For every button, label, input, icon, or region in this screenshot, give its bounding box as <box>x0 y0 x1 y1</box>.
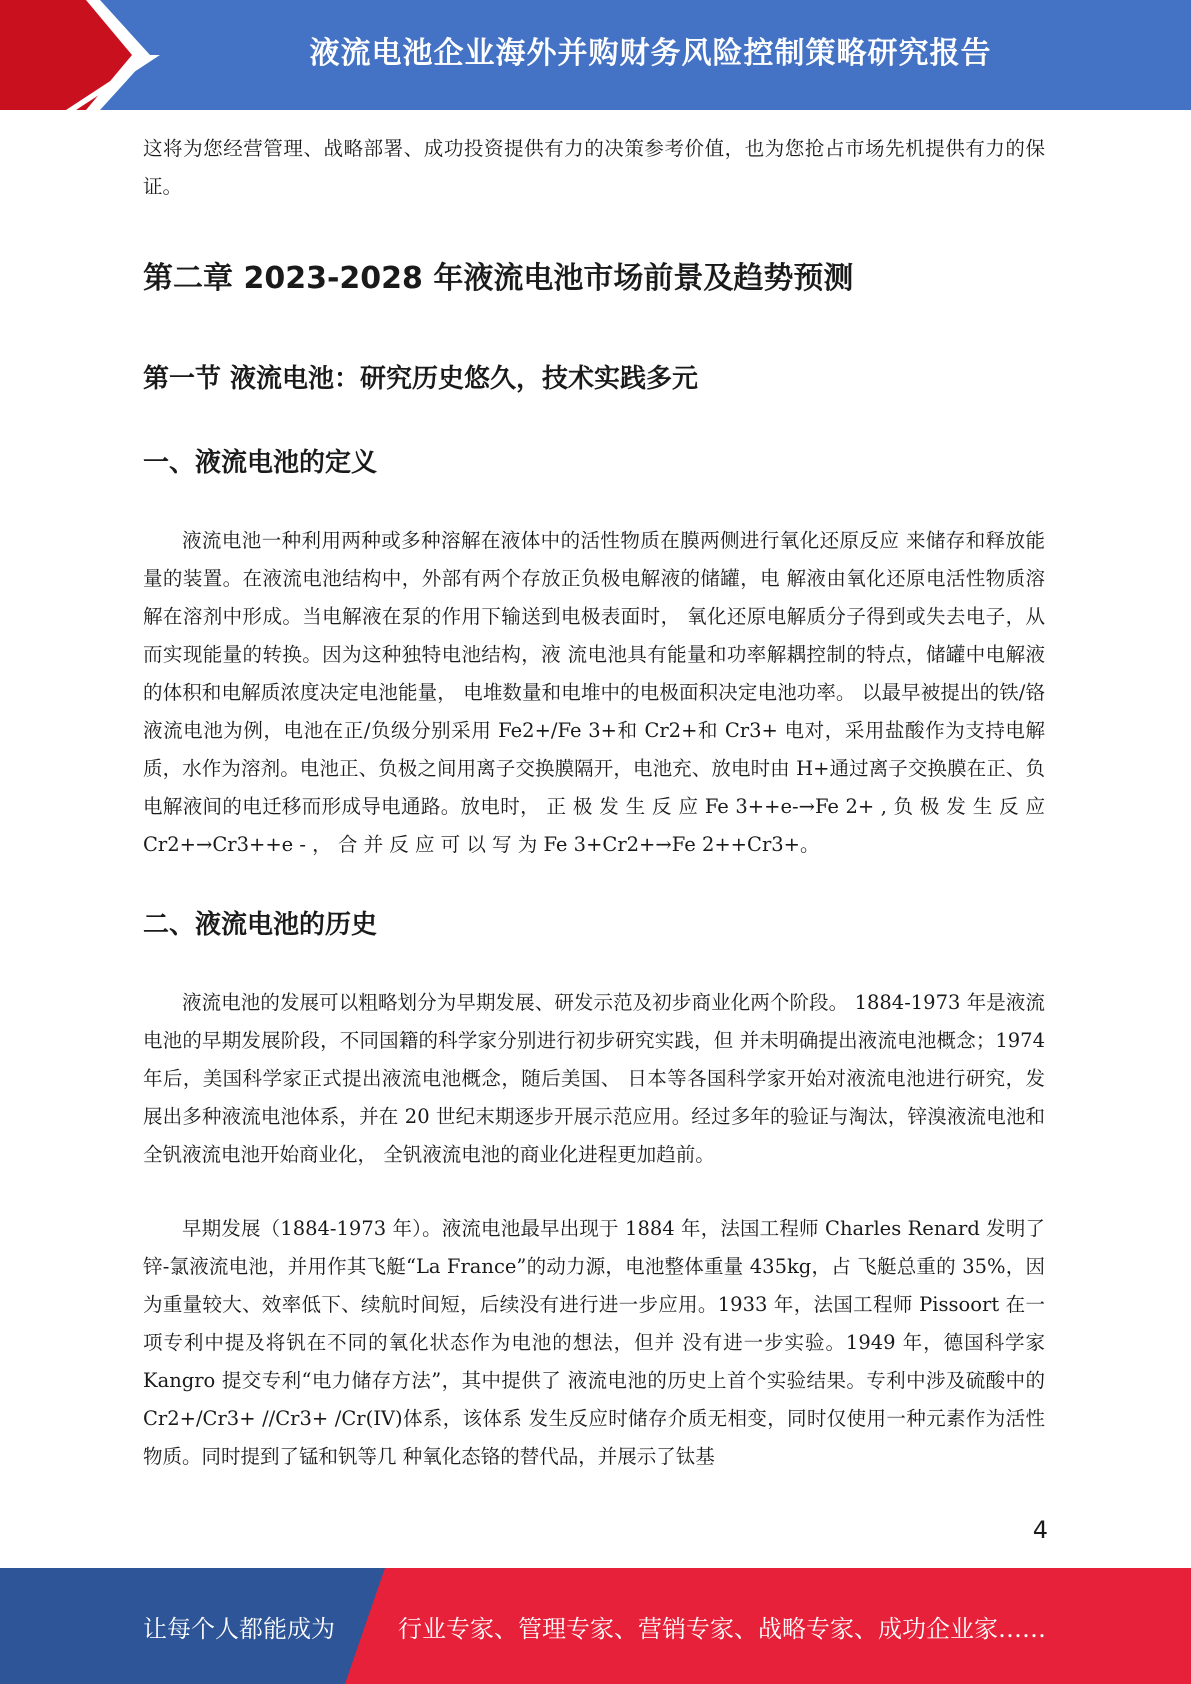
header-banner <box>0 0 1191 110</box>
footer-slogan-right: 行业专家、管理专家、营销专家、战略专家、成功企业家…… <box>398 1614 1046 1643</box>
page-number: 4 <box>1032 1516 1048 1544</box>
footer-banner <box>0 1568 1191 1684</box>
chapter-heading: 第二章 2023-2028 年液流电池市场前景及趋势预测 <box>143 261 854 296</box>
report-title: 液流电池企业海外并购财务风险控制策略研究报告 <box>309 36 992 71</box>
history-paragraph-2: 早期发展（1884-1973 年）。液流电池最早出现于 1884 年，法国工程师 Charles Renard 发明了锌-氯液流电池，并用作其飞艇“La France”的动力源，电池整体重量 435kg，占 飞艇总重的 35%，因为重量较大、效率低下、续航时间短，后续没有进行进一步应用。1933 年，法国工程师 Pissoort 在一项专利中提及将钒在不同的氧化状态作为电池的想法，但并 没有进一步实验。1949 年，德国科学家 Kangro 提交专利“电力储存方法”，其中提供了 液流电池的历史上首个实验结果。专利中涉及硫酸中的 Cr2+/Cr3+ //Cr3+ /Cr(IV)体系，该体系 发生反应时储存介质无相变，同时仅使用一种元素作为活性物质。同时提到了锰和钒等几 种氧化态铬的替代品，并展示了钛基 <box>143 1217 1045 1468</box>
history-paragraph-1: 液流电池的发展可以粗略划分为早期发展、研发示范及初步商业化两个阶段。 1884-1973 年是液流电池的早期发展阶段，不同国籍的科学家分别进行初步研究实践，但 并未明确提出液流电池概念；1974 年后，美国科学家正式提出液流电池概念，随后美国、 日本等各国科学家开始对液流电池进行研究，发展出多种液流电池体系，并在 20 世纪末期逐步开展示范应用。经过多年的验证与淘汰，锌溴液流电池和全钒液流电池开始商业化， 全钒液流电池的商业化进程更加趋前。 <box>143 991 1045 1166</box>
footer-slogan-left: 让每个人都能成为 <box>143 1614 335 1643</box>
section-heading: 第一节 液流电池：研究历史悠久，技术实践多元 <box>143 364 699 394</box>
intro-paragraph: 这将为您经营管理、战略部署、成功投资提供有力的决策参考价值，也为您抢占市场先机提供有力的保证。 <box>143 137 1045 198</box>
definition-paragraph: 液流电池一种利用两种或多种溶解在液体中的活性物质在膜两侧进行氧化还原反应 来储存和释放能量的装置。在液流电池结构中，外部有两个存放正负极电解液的储罐，电 解液由氧化还原电活性物质溶解在溶剂中形成。当电解液在泵的作用下输送到电极表面时， 氧化还原电解质分子得到或失去电子，从而实现能量的转换。因为这种独特电池结构，液 流电池具有能量和功率解耦控制的特点，储罐中电解液的体积和电解质浓度决定电池能量， 电堆数量和电堆中的电极面积决定电池功率。 以最早被提出的铁/铬液流电池为例，电池在正/负级分别采用 Fe2+/Fe 3+和 Cr2+和 Cr3+ 电对，采用盐酸作为支持电解质，水作为溶剂。电池正、负极之间用离子交换膜隔开，电池充、放电时由 H+通过离子交换膜在正、负电解液间的电迁移而形成导电通路。放电时， 正 极 发 生 反 应 Fe 3++e-→Fe 2+ , 负 极 发 生 反 应 Cr2+→Cr3++e - ， 合 并 反 应 可 以 写 为 Fe 3+Cr2+→Fe 2++Cr3+。 <box>143 529 1045 856</box>
document-body <box>143 130 1045 1476</box>
history-heading: 二、液流电池的历史 <box>143 910 378 940</box>
definition-heading: 一、液流电池的定义 <box>143 448 378 478</box>
